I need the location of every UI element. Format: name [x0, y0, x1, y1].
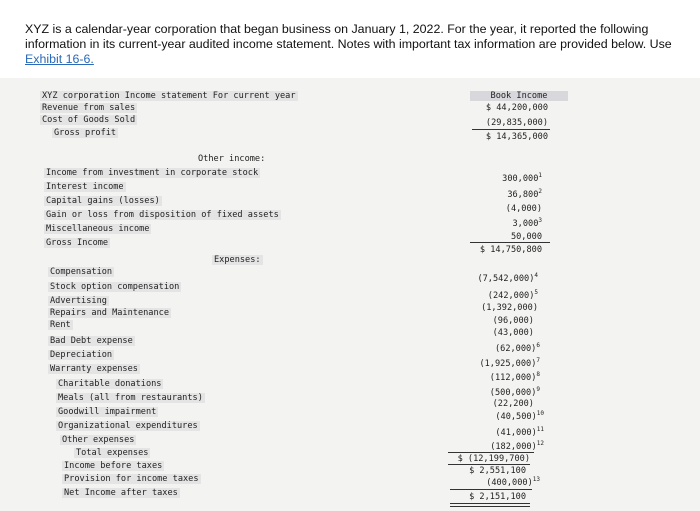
expense-value: (43,000) [492, 328, 534, 338]
total-expenses-label: Total expenses [76, 448, 149, 458]
revenue-value: $ 44,200,000 [485, 103, 548, 113]
other-income-value: 3,000$^3$ [512, 217, 542, 229]
expenses-header: Expenses: [214, 255, 261, 265]
expense-value: (96,000) [492, 316, 534, 326]
expense-value: (1,392,000) [481, 303, 538, 313]
other-income-label: Gain or loss from disposition of fixed assets [46, 210, 279, 220]
expense-value: $(62,000)^6$ [494, 342, 540, 354]
provision-label: Provision for income taxes [64, 474, 199, 484]
expense-label: Goodwill impairment [58, 407, 157, 417]
rule-after-total-expenses [448, 464, 530, 465]
double-rule-net-income [450, 506, 530, 507]
expense-label: Warranty expenses [50, 364, 138, 374]
expense-value: $(40,500)^{10}$ [495, 410, 544, 422]
net-income-value: $ 2,151,100 [469, 492, 526, 502]
exhibit-link[interactable]: Exhibit 16-6. [25, 52, 94, 66]
intro-line-1: XYZ is a calendar-year corporation that began business on January 1, 2022. For the year, it reported the following [25, 22, 649, 36]
cogs-value: (29,835,000) [485, 118, 548, 128]
expense-label: Stock option compensation [50, 282, 180, 292]
expense-value: (22,200) [492, 399, 534, 409]
revenue-label: Revenue from sales [42, 103, 136, 113]
other-income-label: Income from investment in corporate stock [46, 168, 259, 178]
rule-after-other-income [470, 242, 550, 243]
problem-intro [25, 22, 695, 67]
expense-label: Other expenses [62, 435, 135, 445]
other-income-header: Other income: [198, 154, 266, 164]
income-before-taxes-value: $ 2,551,100 [469, 466, 526, 476]
expense-value: $(7,542,000)^4$ [477, 272, 538, 284]
income-statement-image [0, 78, 700, 511]
rule-after-provision [450, 489, 532, 490]
cogs-label: Cost of Goods Sold [42, 115, 136, 125]
other-income-label: Capital gains (losses) [46, 196, 160, 206]
gross-profit-label: Gross profit [54, 128, 117, 138]
expense-label: Rent [50, 320, 71, 330]
expense-label: Organizational expenditures [58, 421, 198, 431]
double-rule-net-income [450, 503, 530, 504]
other-income-value: 36,800$^2$ [507, 188, 542, 200]
income-before-taxes-label: Income before taxes [64, 461, 163, 471]
provision-value: $(400,000)^{13}$ [486, 476, 540, 488]
expense-label: Charitable donations [58, 379, 162, 389]
other-income-value: (4,000) [505, 204, 542, 214]
expense-label: Depreciation [50, 350, 113, 360]
column-header-book-income: Book Income [470, 91, 568, 101]
expense-value: $(41,000)^{11}$ [495, 426, 544, 438]
total-expenses-value: $ (12,199,700) [457, 454, 530, 464]
intro-line-2: information in its current-year audited income statement. Notes with important tax information are provided below. Use [25, 37, 672, 51]
expense-value: $(112,000)^8$ [489, 371, 540, 383]
statement-title: XYZ corporation Income statement For current year [42, 91, 296, 101]
expense-label: Repairs and Maintenance [50, 308, 169, 318]
expense-value: $(242,000)^5$ [487, 289, 538, 301]
rule-after-expenses [448, 452, 534, 453]
expense-value: $(1,925,000)^7$ [479, 357, 540, 369]
expense-label: Meals (all from restaurants) [58, 393, 203, 403]
other-income-value: 300,000$^1$ [502, 172, 542, 184]
other-income-label: Miscellaneous income [46, 224, 150, 234]
gross-income-value: $ 14,750,800 [479, 245, 542, 255]
rule-after-cogs [472, 129, 550, 130]
gross-income-label: Gross Income [46, 238, 109, 248]
expense-label: Bad Debt expense [50, 336, 133, 346]
other-income-value: 50,000 [510, 232, 542, 242]
gross-profit-value: $ 14,365,000 [485, 132, 548, 142]
expense-label: Advertising [50, 296, 107, 306]
expense-label: Compensation [50, 267, 113, 277]
expense-value: $(182,000)^{12}$ [490, 440, 544, 452]
expense-value: $(500,000)^9$ [489, 386, 540, 398]
other-income-label: Interest income [46, 182, 124, 192]
net-income-label: Net Income after taxes [64, 488, 178, 498]
